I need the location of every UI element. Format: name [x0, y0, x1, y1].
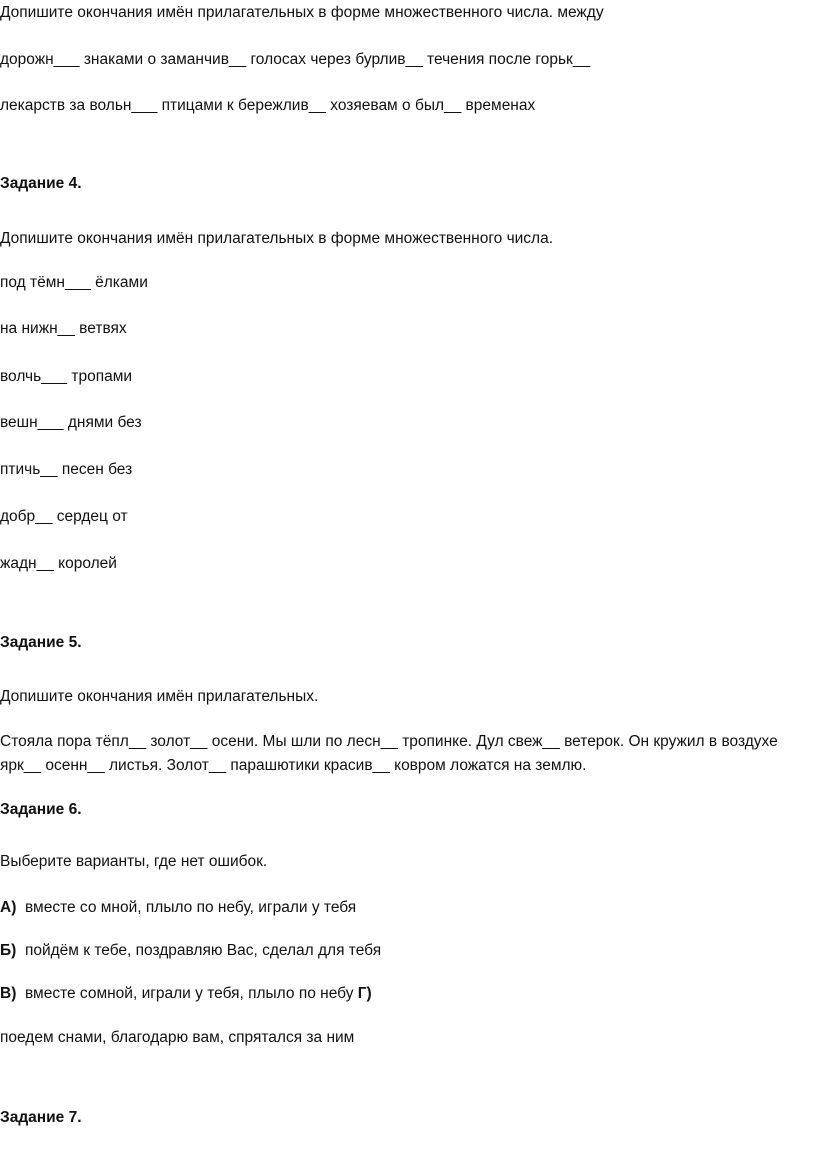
option-b-label: Б) [0, 942, 17, 959]
option-g-label: Г) [357, 985, 372, 1002]
task4-item: под тёмн___ ёлками [0, 274, 148, 291]
task6-intro: Выберите варианты, где нет ошибок. [0, 853, 268, 870]
task5-intro: Допишите окончания имён прилагательных. [0, 688, 319, 705]
task6-option-a [0, 899, 356, 918]
task6-option-g-text: поедем снами, благодарю вам, спрятался за ним [0, 1029, 355, 1046]
task4-heading: Задание 4. [0, 175, 82, 192]
task3-line-1: дорожн___ знаками о заманчив__ голосах через бурлив__ течения после горьк__ [0, 51, 591, 68]
option-b-text: пойдём к тебе, поздравляю Вас, сделал для тебя [24, 942, 382, 959]
option-a-label: А) [0, 899, 17, 916]
task4-item: вешн___ днями без [0, 414, 142, 431]
option-v-label: В) [0, 985, 17, 1002]
task3-line-2: лекарств за вольн___ птицами к бережлив__ хозяевам о был__ временах [0, 97, 536, 114]
task4-item: птичь__ песен без [0, 461, 133, 478]
task3-intro: Допишите окончания имён прилагательных в форме множественного числа. между [0, 4, 604, 21]
task6-heading: Задание 6. [0, 801, 82, 818]
task4-item: на нижн__ ветвях [0, 320, 127, 337]
task4-item: добр__ сердец от [0, 508, 128, 525]
task6-option-v [0, 985, 372, 1004]
task5-text-line-1: Стояла пора тёпл__ золот__ осени. Мы шли по лесн__ тропинке. Дул свеж__ ветерок. Он кружил в воздухе [0, 733, 778, 750]
task7-heading: Задание 7. [0, 1109, 82, 1126]
option-v-text: вместе сомной, играли у тебя, плыло по небу [24, 985, 354, 1002]
option-a-text: вместе со мной, плыло по небу, играли у тебя [24, 899, 357, 916]
task5-heading: Задание 5. [0, 634, 82, 651]
task4-item: волчь___ тропами [0, 368, 133, 385]
task4-item: жадн__ королей [0, 555, 117, 572]
task6-option-b [0, 942, 381, 961]
task5-text-line-2: ярк__ осенн__ листья. Золот__ парашютики красив__ ковром ложатся на землю. [0, 757, 587, 774]
task4-intro: Допишите окончания имён прилагательных в форме множественного числа. [0, 230, 554, 247]
